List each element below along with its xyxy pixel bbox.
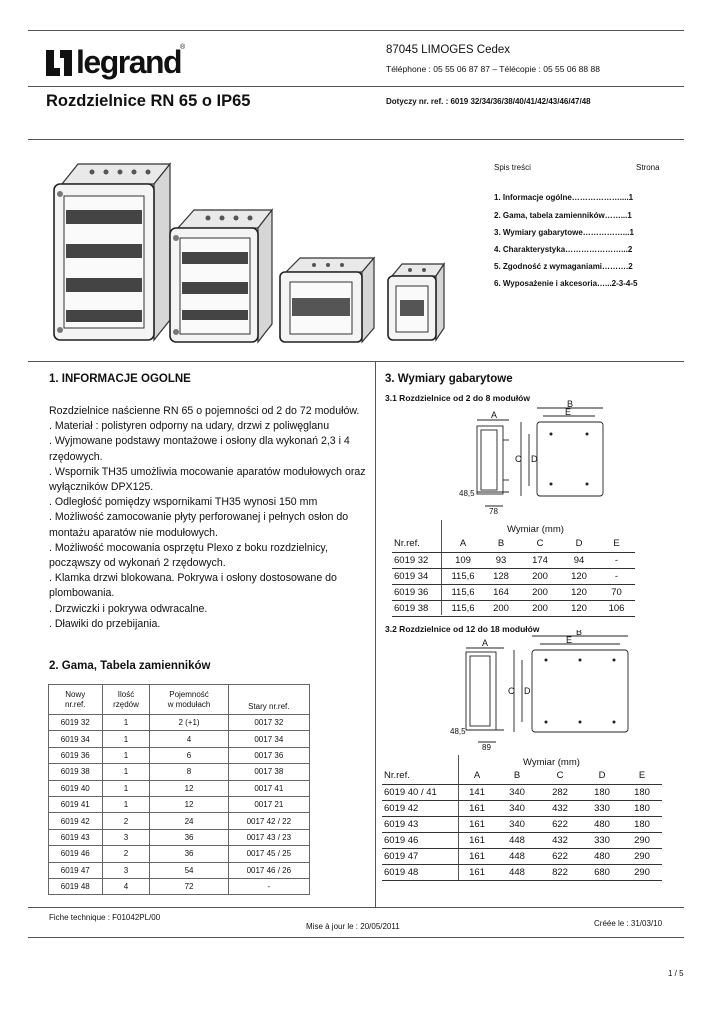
table-cell: 180 [582,784,622,800]
table-cell: D [560,536,598,552]
table-cell: 0017 46 / 26 [228,862,309,878]
col-header: Pojemność w modułach [150,685,228,715]
table-cell: B [496,768,538,784]
table-cell: 0017 32 [228,715,309,731]
table-cell: 622 [538,848,582,864]
table-cell: 432 [538,832,582,848]
table-cell: 6019 43 [49,829,103,845]
section2-heading: 2. Gama, Tabela zamienników [49,660,211,672]
toc-item[interactable]: 3. Wymiary gabarytowe……………...1 [494,228,634,237]
table-row [392,584,635,600]
table-cell: 2 [102,813,150,829]
dim-label-a: A [482,638,489,648]
table-cell: 0017 36 [228,747,309,763]
paragraph: . Drzwiczki i pokrywa odwracalne. [49,602,208,615]
address: 87045 LIMOGES Cedex [386,44,511,56]
paragraph: . Dławiki do przebijania. [49,617,161,630]
table-cell: Nr.ref. [392,536,444,552]
dim-label-c: C [508,686,515,696]
table-cell: 200 [520,568,560,584]
table-cell: - [598,552,635,568]
table-cell: - [598,568,635,584]
table-cell: 6019 47 [382,848,458,864]
table-cell: 6019 32 [392,552,444,568]
table-cell: 54 [150,862,228,878]
toc-title: Spis treści [494,163,531,172]
toc-page-label: Strona [636,163,660,172]
table-row [49,715,310,731]
table-cell: 622 [538,816,582,832]
table-row [49,862,310,878]
table-cell: 6019 40 / 41 [382,784,458,800]
paragraph: . Możliwość mocowania osprzętu Plexo z boku rozdzielnicy, począwszy od wykonań 2 rzędowych. [49,541,328,570]
table-row [382,864,662,880]
title-rule [28,139,684,140]
table-cell: C [520,536,560,552]
table-row [49,780,310,796]
table-cell: 6019 38 [392,600,444,616]
table-cell: 180 [622,800,662,816]
product-photo [48,160,454,356]
dimension-drawing-small [455,400,615,516]
table-cell: 36 [150,846,228,862]
table-cell: 109 [444,552,482,568]
table-cell: 200 [482,600,520,616]
table-cell: 200 [520,600,560,616]
table-cell: 141 [458,784,496,800]
table-cell: 1 [102,764,150,780]
table-cell: 2 [102,846,150,862]
table-row [49,829,310,845]
table-cell: 2 (+1) [150,715,228,731]
table-cell: 115,6 [444,584,482,600]
table-cell: 6019 32 [49,715,103,731]
table-cell: 0017 21 [228,796,309,812]
table-row [382,784,662,800]
col-header: Stary nr.ref. [228,685,309,715]
section-rule [28,361,684,362]
dim-label-a: A [491,410,498,420]
table-cell: 180 [622,816,662,832]
enclosure-medium-icon [170,210,272,342]
table-row [49,796,310,812]
table-row [49,747,310,763]
dim-caption-1: Wymiar (mm) [507,524,564,535]
table-cell: 340 [496,800,538,816]
table-row [392,568,635,584]
footer-rule [28,907,684,908]
legrand-logo [46,46,186,80]
toc-item[interactable]: 6. Wyposażenie i akcesoria…...2-3-4-5 [494,279,638,288]
table-cell: 12 [150,796,228,812]
paragraph: . Wspornik TH35 umożliwia mocowanie aparatów modułowych oraz wyłączników DPX125. [49,465,366,494]
table-row [392,600,635,616]
subsection-3-1-heading: 3.1 Rozdzielnice od 2 do 8 modułów [385,393,530,403]
table-cell: 6019 46 [382,832,458,848]
dim-label-b: B [567,400,574,409]
table-cell: 6019 36 [392,584,444,600]
table-cell: D [582,768,622,784]
table-cell: 330 [582,832,622,848]
table-cell: 290 [622,832,662,848]
dim-label-48-5: 48,5 [450,727,466,736]
paragraph: Rozdzielnice naścienne RN 65 o pojemności od 2 do 72 modułów. [49,405,360,417]
table-cell: 70 [598,584,635,600]
paragraph: . Klamka drzwi blokowana. Pokrywa i osłony dostosowane do plombowania. [49,572,337,600]
table-cell: 0017 38 [228,764,309,780]
table-cell: 432 [538,800,582,816]
update-date: Mise à jour le : 20/05/2011 [306,922,400,931]
dim-label-48-5: 48,5 [459,489,475,498]
table-cell: 120 [560,600,598,616]
table-cell: 6019 42 [49,813,103,829]
table-cell: 6019 34 [49,731,103,747]
table-cell: 200 [520,584,560,600]
dim-label-d: D [531,454,538,464]
table-cell: 282 [538,784,582,800]
enclosure-large-icon [54,164,170,340]
table-cell: 6019 47 [49,862,103,878]
table-cell: 128 [482,568,520,584]
dimension-table-2 [382,768,662,881]
creation-date: Créée le : 31/03/10 [594,919,663,928]
table-cell: 0017 45 / 25 [228,846,309,862]
table-cell: 120 [560,568,598,584]
table-cell: - [228,878,309,894]
enclosure-tiny-icon [388,264,444,340]
table-cell: 93 [482,552,520,568]
table-cell: A [458,768,496,784]
table-cell: 1 [102,780,150,796]
table-cell: 3 [102,829,150,845]
table-cell: 8 [150,764,228,780]
paragraph: . Materiał : polistyren odporny na udary, drzwi z poliwęglanu [49,420,330,433]
dimension-drawing-large [448,630,638,752]
table-cell: 340 [496,816,538,832]
subsection-3-2-heading: 3.2 Rozdzielnice od 12 do 18 modułów [385,624,540,634]
page-number: 1 / 5 [668,969,684,978]
header-rule [28,86,684,87]
table-cell: E [598,536,635,552]
toc-item[interactable]: 5. Zgodność z wymaganiami……….2 [494,262,633,271]
dim-label-78: 78 [489,507,498,516]
table-cell: 1 [102,731,150,747]
table-cell: 6019 36 [49,747,103,763]
table-row [382,832,662,848]
table-cell: 1 [102,747,150,763]
dimension-table-1 [392,536,635,617]
table-cell: 115,6 [444,568,482,584]
paragraph: . Możliwość zamocowanie płyty perforowanej i pełnych osłon do montażu aparatów nie modułowych. [49,511,349,539]
table-cell: 680 [582,864,622,880]
table-cell: 0017 43 / 23 [228,829,309,845]
toc-item[interactable]: 1. Informacje ogólne………………....1 [494,193,634,202]
table-cell: 94 [560,552,598,568]
toc-item[interactable]: 4. Charakterystyka…………………...2 [494,245,633,254]
table-row [49,764,310,780]
column-divider [375,361,376,907]
toc-item[interactable]: 2. Gama, tabela zamienników……...1 [494,211,632,220]
table-cell: 6019 38 [49,764,103,780]
table-cell: 330 [582,800,622,816]
table-cell: 161 [458,848,496,864]
table-cell: Nr.ref. [382,768,458,784]
table-cell: 164 [482,584,520,600]
table-cell: A [444,536,482,552]
dim-label-89: 89 [482,743,491,752]
table-cell: 480 [582,848,622,864]
table-cell: 3 [102,862,150,878]
table-cell: 115,6 [444,600,482,616]
table-cell: 290 [622,848,662,864]
table-cell: 180 [622,784,662,800]
reference-line: Dotyczy nr. ref. : 6019 32/34/36/38/40/41/42/43/46/47/48 [386,97,591,106]
legrand-mark-icon [46,50,72,76]
table-row [382,816,662,832]
paragraph: . Odległość pomiędzy wspornikami TH35 wynosi 150 mm [49,496,318,509]
paragraph: . Wyjmowane podstawy montażowe i osłony dla wykonań 2,3 i 4 rzędowych. [49,435,350,463]
section3-heading: 3. Wymiary gabarytowe [385,373,513,385]
table-cell: 1 [102,796,150,812]
registered-mark: ® [180,44,186,51]
dim-label-e: E [565,407,572,417]
table-cell: 448 [496,848,538,864]
table-cell: 106 [598,600,635,616]
top-rule [28,30,684,31]
table-cell: 161 [458,816,496,832]
col-header: Ilość rzędów [102,685,150,715]
table-cell: 4 [150,731,228,747]
table-cell: 6019 42 [382,800,458,816]
table-cell: 6019 34 [392,568,444,584]
table-cell: 161 [458,864,496,880]
table-cell: 4 [102,878,150,894]
table-cell: 0017 41 [228,780,309,796]
section1-body [49,404,369,632]
table-cell: 6019 41 [49,796,103,812]
col-header: Nowy nr.ref. [49,685,103,715]
phone-line: Téléphone : 05 55 06 87 87 – Télécopie : 05 55 06 88 88 [386,64,600,74]
table-row [49,846,310,862]
brand-name: legrand [76,44,182,80]
table-cell: 174 [520,552,560,568]
table-row [392,552,635,568]
table-cell: 6019 43 [382,816,458,832]
table-cell: 12 [150,780,228,796]
footer-bottom-rule [28,937,684,938]
table-cell: 72 [150,878,228,894]
table-cell: 0017 42 / 22 [228,813,309,829]
table-cell: 290 [622,864,662,880]
table-row [382,848,662,864]
table-cell: 448 [496,864,538,880]
section1-heading: 1. INFORMACJE OGOLNE [49,373,191,385]
dim-label-d: D [524,686,531,696]
table-row [49,878,310,894]
dim-label-c: C [515,454,522,464]
table-cell: 6019 48 [382,864,458,880]
table-cell: 6 [150,747,228,763]
table-cell: 448 [496,832,538,848]
table-cell: 6019 46 [49,846,103,862]
table-row [382,800,662,816]
enclosure-small-icon [280,258,374,342]
table-cell: 161 [458,800,496,816]
table-cell: E [622,768,662,784]
table-cell: C [538,768,582,784]
replacement-table [48,684,310,895]
document-title: Rozdzielnice RN 65 o IP65 [46,92,251,110]
table-cell: 1 [102,715,150,731]
table-cell: 120 [560,584,598,600]
header-row [392,536,635,552]
dim-label-b: B [576,630,583,637]
table-cell: 6019 40 [49,780,103,796]
table-cell: 6019 48 [49,878,103,894]
table-cell: 24 [150,813,228,829]
dim-caption-2: Wymiar (mm) [523,757,580,768]
table-cell: B [482,536,520,552]
fiche-technique: Fiche technique : F01042PL/00 [49,913,161,922]
header-row [382,768,662,784]
table-cell: 0017 34 [228,731,309,747]
table-row [49,813,310,829]
table-cell: 480 [582,816,622,832]
table-cell: 822 [538,864,582,880]
table-cell: 161 [458,832,496,848]
table-row [49,731,310,747]
table-cell: 340 [496,784,538,800]
table-cell: 36 [150,829,228,845]
replacement-table-body [49,715,310,895]
dim-label-e: E [566,635,573,645]
